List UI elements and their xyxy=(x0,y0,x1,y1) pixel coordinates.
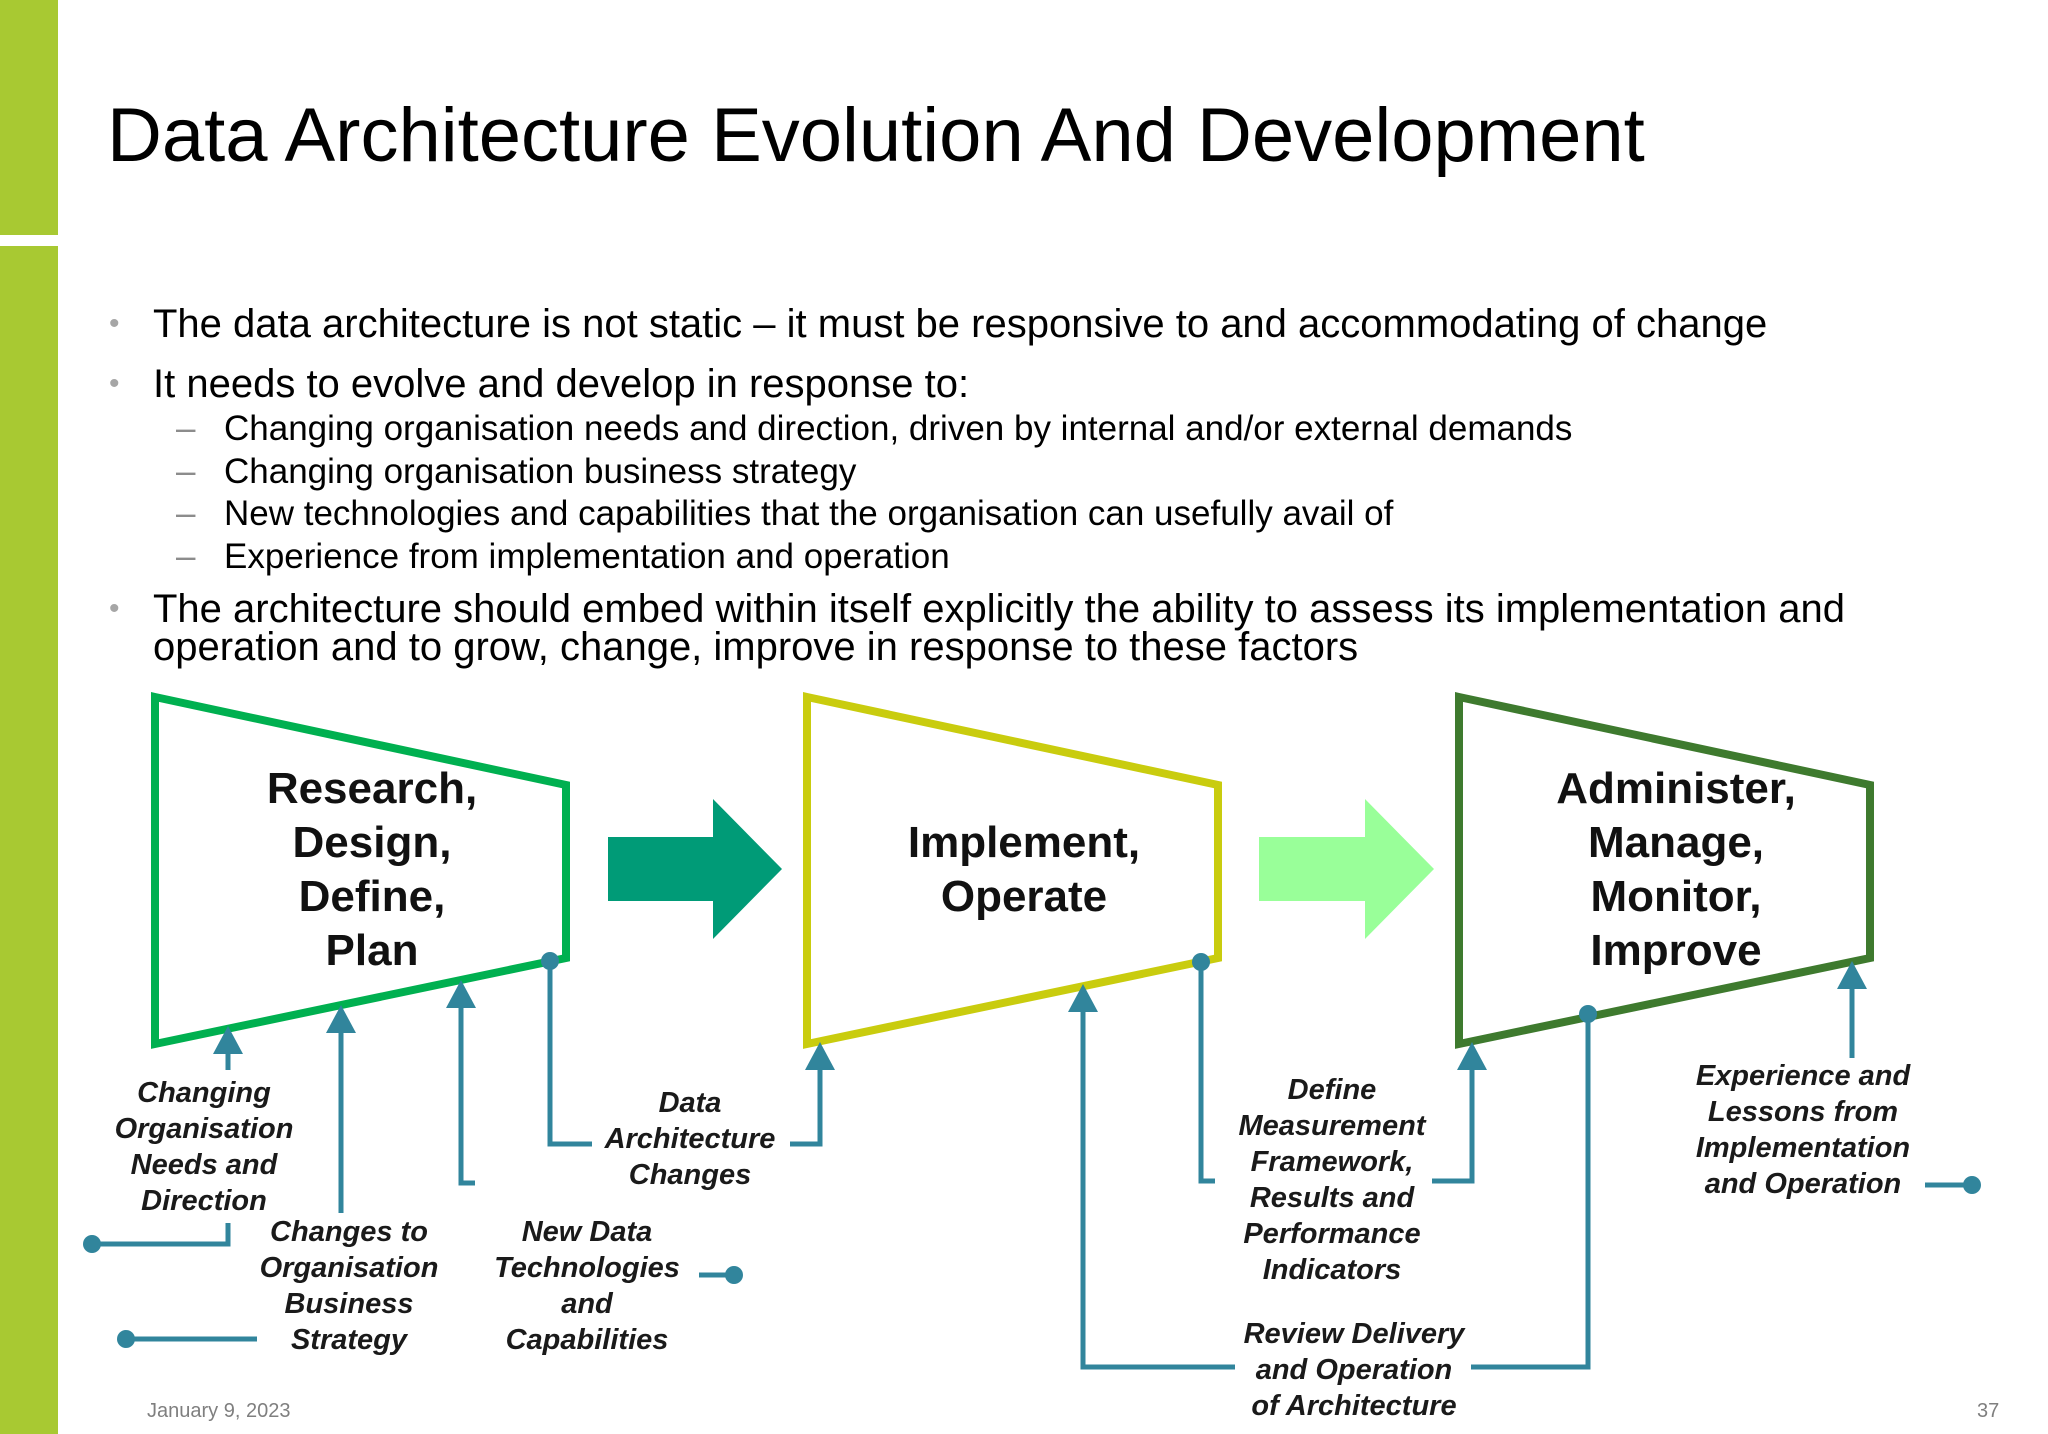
stage-3-label: Manage, xyxy=(1587,818,1765,867)
stage-3-shape xyxy=(1459,697,1870,1044)
input-label-6: and Operation xyxy=(1255,1354,1453,1386)
footer-date: January 9, 2023 xyxy=(147,1400,291,1422)
stage-1-label: Plan xyxy=(325,926,419,975)
connector-changes-right xyxy=(790,1070,820,1144)
connector-technologies-dot xyxy=(725,1266,743,1284)
input-label-3: and xyxy=(561,1288,613,1320)
input-label-1: Changing xyxy=(137,1077,271,1109)
input-label-1: Organisation xyxy=(114,1113,294,1145)
flow-arrow-2 xyxy=(1259,799,1434,939)
input-label-2: Business xyxy=(284,1288,414,1320)
page-number: 37 xyxy=(1977,1400,2000,1422)
input-label-3: Capabilities xyxy=(505,1324,669,1356)
connector-needs xyxy=(92,1223,228,1244)
bullet-text: The data architecture is not static – it must be responsive to and accommodating of change xyxy=(153,302,1768,346)
connector-needs-dot xyxy=(83,1235,101,1253)
bullet-dot-icon: • xyxy=(109,307,120,340)
connector-changes-left xyxy=(550,961,592,1144)
input-label-4: Architecture xyxy=(604,1123,776,1155)
stage-1-shape xyxy=(155,697,566,1044)
input-label-7: Implementation xyxy=(1695,1132,1911,1164)
sub-bullet-text: Changing organisation needs and direction, driven by internal and/or external demands xyxy=(224,409,1573,448)
sub-bullet-text: Changing organisation business strategy xyxy=(224,451,857,491)
bullet-dot-icon: • xyxy=(109,367,120,400)
input-label-5: Define xyxy=(1287,1074,1377,1106)
input-label-3: Technologies xyxy=(494,1252,680,1284)
stage-1-label: Design, xyxy=(292,818,452,867)
connector-measure-right xyxy=(1432,1070,1472,1181)
connector-review-right xyxy=(1471,1014,1588,1367)
bullet-text: The architecture should embed within itself explicitly the ability to assess its implementation and operation and to grow, change, improve in response to these factors xyxy=(153,587,1845,669)
dash-icon: – xyxy=(176,536,196,576)
connector-measure-left xyxy=(1201,962,1215,1181)
flow-arrow-1 xyxy=(608,799,782,939)
stage-2-shape xyxy=(807,697,1218,1044)
input-label-7: Lessons from xyxy=(1707,1096,1899,1128)
input-label-2: Strategy xyxy=(290,1324,408,1356)
input-label-3: New Data xyxy=(521,1216,653,1248)
input-label-4: Data xyxy=(658,1087,722,1119)
sub-bullet-text: New technologies and capabilities that the organisation can usefully avail of xyxy=(224,494,1394,533)
input-label-5: Framework, xyxy=(1250,1146,1414,1178)
bullet-dot-icon: • xyxy=(109,592,120,625)
connector-experience-dot xyxy=(1963,1176,1981,1194)
input-label-4: Changes xyxy=(628,1159,752,1191)
input-label-7: and Operation xyxy=(1704,1168,1902,1200)
stage-3-label: Administer, xyxy=(1556,764,1796,813)
input-label-2: Organisation xyxy=(259,1252,439,1284)
input-label-6: Review Delivery xyxy=(1243,1318,1465,1350)
stage-2-label: Implement, xyxy=(907,818,1141,867)
stage-1-label: Define, xyxy=(298,872,446,921)
input-label-7: Experience and xyxy=(1695,1060,1911,1092)
input-label-6: of Architecture xyxy=(1251,1390,1457,1422)
input-label-5: Indicators xyxy=(1262,1254,1402,1286)
dash-icon: – xyxy=(176,494,196,533)
connector-technologies xyxy=(461,1010,475,1183)
stage-3-label: Improve xyxy=(1590,926,1762,975)
input-label-5: Results and xyxy=(1249,1182,1415,1214)
stage-3-label: Monitor, xyxy=(1590,872,1762,921)
input-label-5: Performance xyxy=(1243,1218,1421,1250)
input-label-2: Changes to xyxy=(270,1216,428,1248)
dash-icon: – xyxy=(176,451,196,491)
input-label-1: Needs and xyxy=(130,1149,278,1181)
dash-icon: – xyxy=(176,409,196,448)
stage-2-label: Operate xyxy=(940,872,1108,921)
slide-title: Data Architecture Evolution And Development xyxy=(107,93,1645,178)
bullet-text: It needs to evolve and develop in response to: xyxy=(153,362,970,406)
input-label-5: Measurement xyxy=(1238,1110,1426,1142)
connector-strategy-dot xyxy=(117,1330,135,1348)
input-label-1: Direction xyxy=(141,1185,267,1217)
stage-1-label: Research, xyxy=(266,764,478,813)
sub-bullet-text: Experience from implementation and operation xyxy=(224,536,950,576)
connector-review-left xyxy=(1083,1010,1235,1367)
